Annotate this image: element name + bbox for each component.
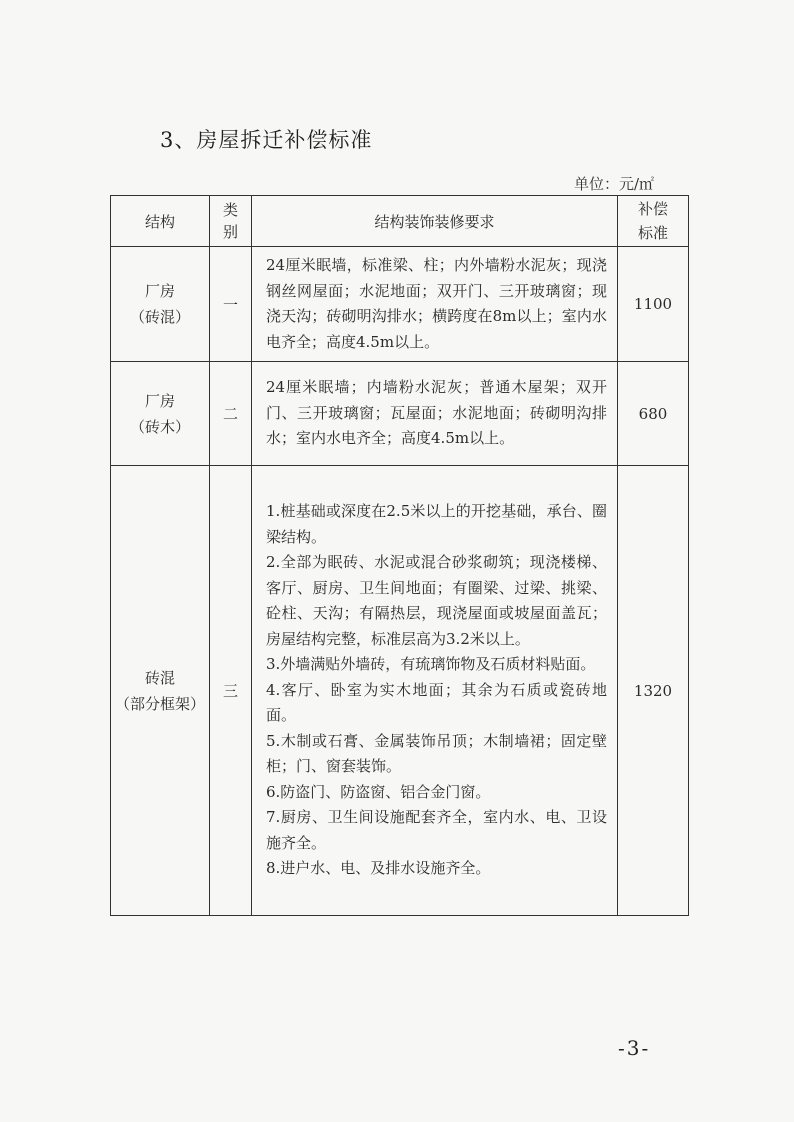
requirement-item: 5.木制或石膏、金属装饰吊顶；木制墙裙；固定壁柜；门、窗套装饰。 <box>266 731 607 776</box>
standard-cell: 680 <box>618 362 689 466</box>
requirements-cell: 24厘米眠墙；内墙粉水泥灰；普通木屋架；双开门、三开玻璃窗；瓦屋面；水泥地面；砖砌明沟排水；室内水电齐全；高度4.5m以上。 <box>252 362 618 466</box>
structure-line2: （砖木） <box>129 417 190 436</box>
page-number: -3- <box>618 1036 651 1060</box>
requirement-item: 6.防盗门、防盗窗、铝合金门窗。 <box>266 782 491 801</box>
header-category <box>210 196 252 247</box>
table-row <box>111 247 689 362</box>
requirement-item: 7.厨房、卫生间设施配套齐全，室内水、电、卫设施齐全。 <box>266 808 607 852</box>
table-header-row <box>111 196 689 247</box>
requirement-item: 1.桩基础或深度在2.5米以上的开挖基础，承台、圈梁结构。 <box>266 502 607 546</box>
unit-label: 单位：元/㎡ <box>573 175 654 193</box>
header-standard-line2: 标准 <box>637 224 668 242</box>
structure-line1: 厂房 <box>144 282 175 300</box>
standard-cell: 1100 <box>618 247 689 362</box>
header-structure: 结构 <box>111 196 210 247</box>
structure-cell <box>111 247 210 362</box>
structure-cell <box>111 362 210 466</box>
structure-line2: （部分框架） <box>114 694 205 713</box>
category-cell: 二 <box>210 362 252 466</box>
standard-cell: 1320 <box>618 466 689 916</box>
structure-line2: （砖混） <box>129 308 190 326</box>
structure-cell <box>111 466 210 916</box>
structure-line1: 砖混 <box>144 668 175 687</box>
category-cell: 三 <box>210 466 252 916</box>
header-category-line2: 别 <box>222 223 238 241</box>
requirement-item: 4.客厅、卧室为实木地面；其余为石质或瓷砖地面。 <box>266 680 607 725</box>
requirements-cell <box>252 466 618 916</box>
structure-line1: 厂房 <box>144 391 175 410</box>
header-standard-line1: 补偿 <box>637 200 668 218</box>
compensation-table <box>110 195 689 916</box>
header-requirements: 结构装饰装修要求 <box>252 196 618 247</box>
requirement-item: 8.进户水、电、及排水设施齐全。 <box>266 859 491 878</box>
requirements-cell: 24厘米眠墙，标准梁、柱；内外墙粉水泥灰；现浇钢丝网屋面；水泥地面；双开门、三开玻璃窗；现浇天沟；砖砌明沟排水；横跨度在8m以上；室内水电齐全；高度4.5m以上。 <box>252 247 618 362</box>
section-title: 3、房屋拆迁补偿标准 <box>160 128 373 152</box>
requirement-item: 2.全部为眠砖、水泥或混合砂浆砌筑；现浇楼梯、客厅、厨房、卫生间地面；有圈梁、过梁、挑梁、砼柱、天沟；有隔热层，现浇屋面或坡屋面盖瓦；房屋结构完整，标准层高为3.2米以上。 <box>266 553 607 648</box>
table-row <box>111 466 689 916</box>
header-category-line1: 类 <box>222 201 238 219</box>
category-cell: 一 <box>210 247 252 362</box>
table-row <box>111 362 689 466</box>
requirement-item: 3.外墙满贴外墙砖，有琉璃饰物及石质材料贴面。 <box>266 655 596 674</box>
header-standard <box>618 196 689 247</box>
